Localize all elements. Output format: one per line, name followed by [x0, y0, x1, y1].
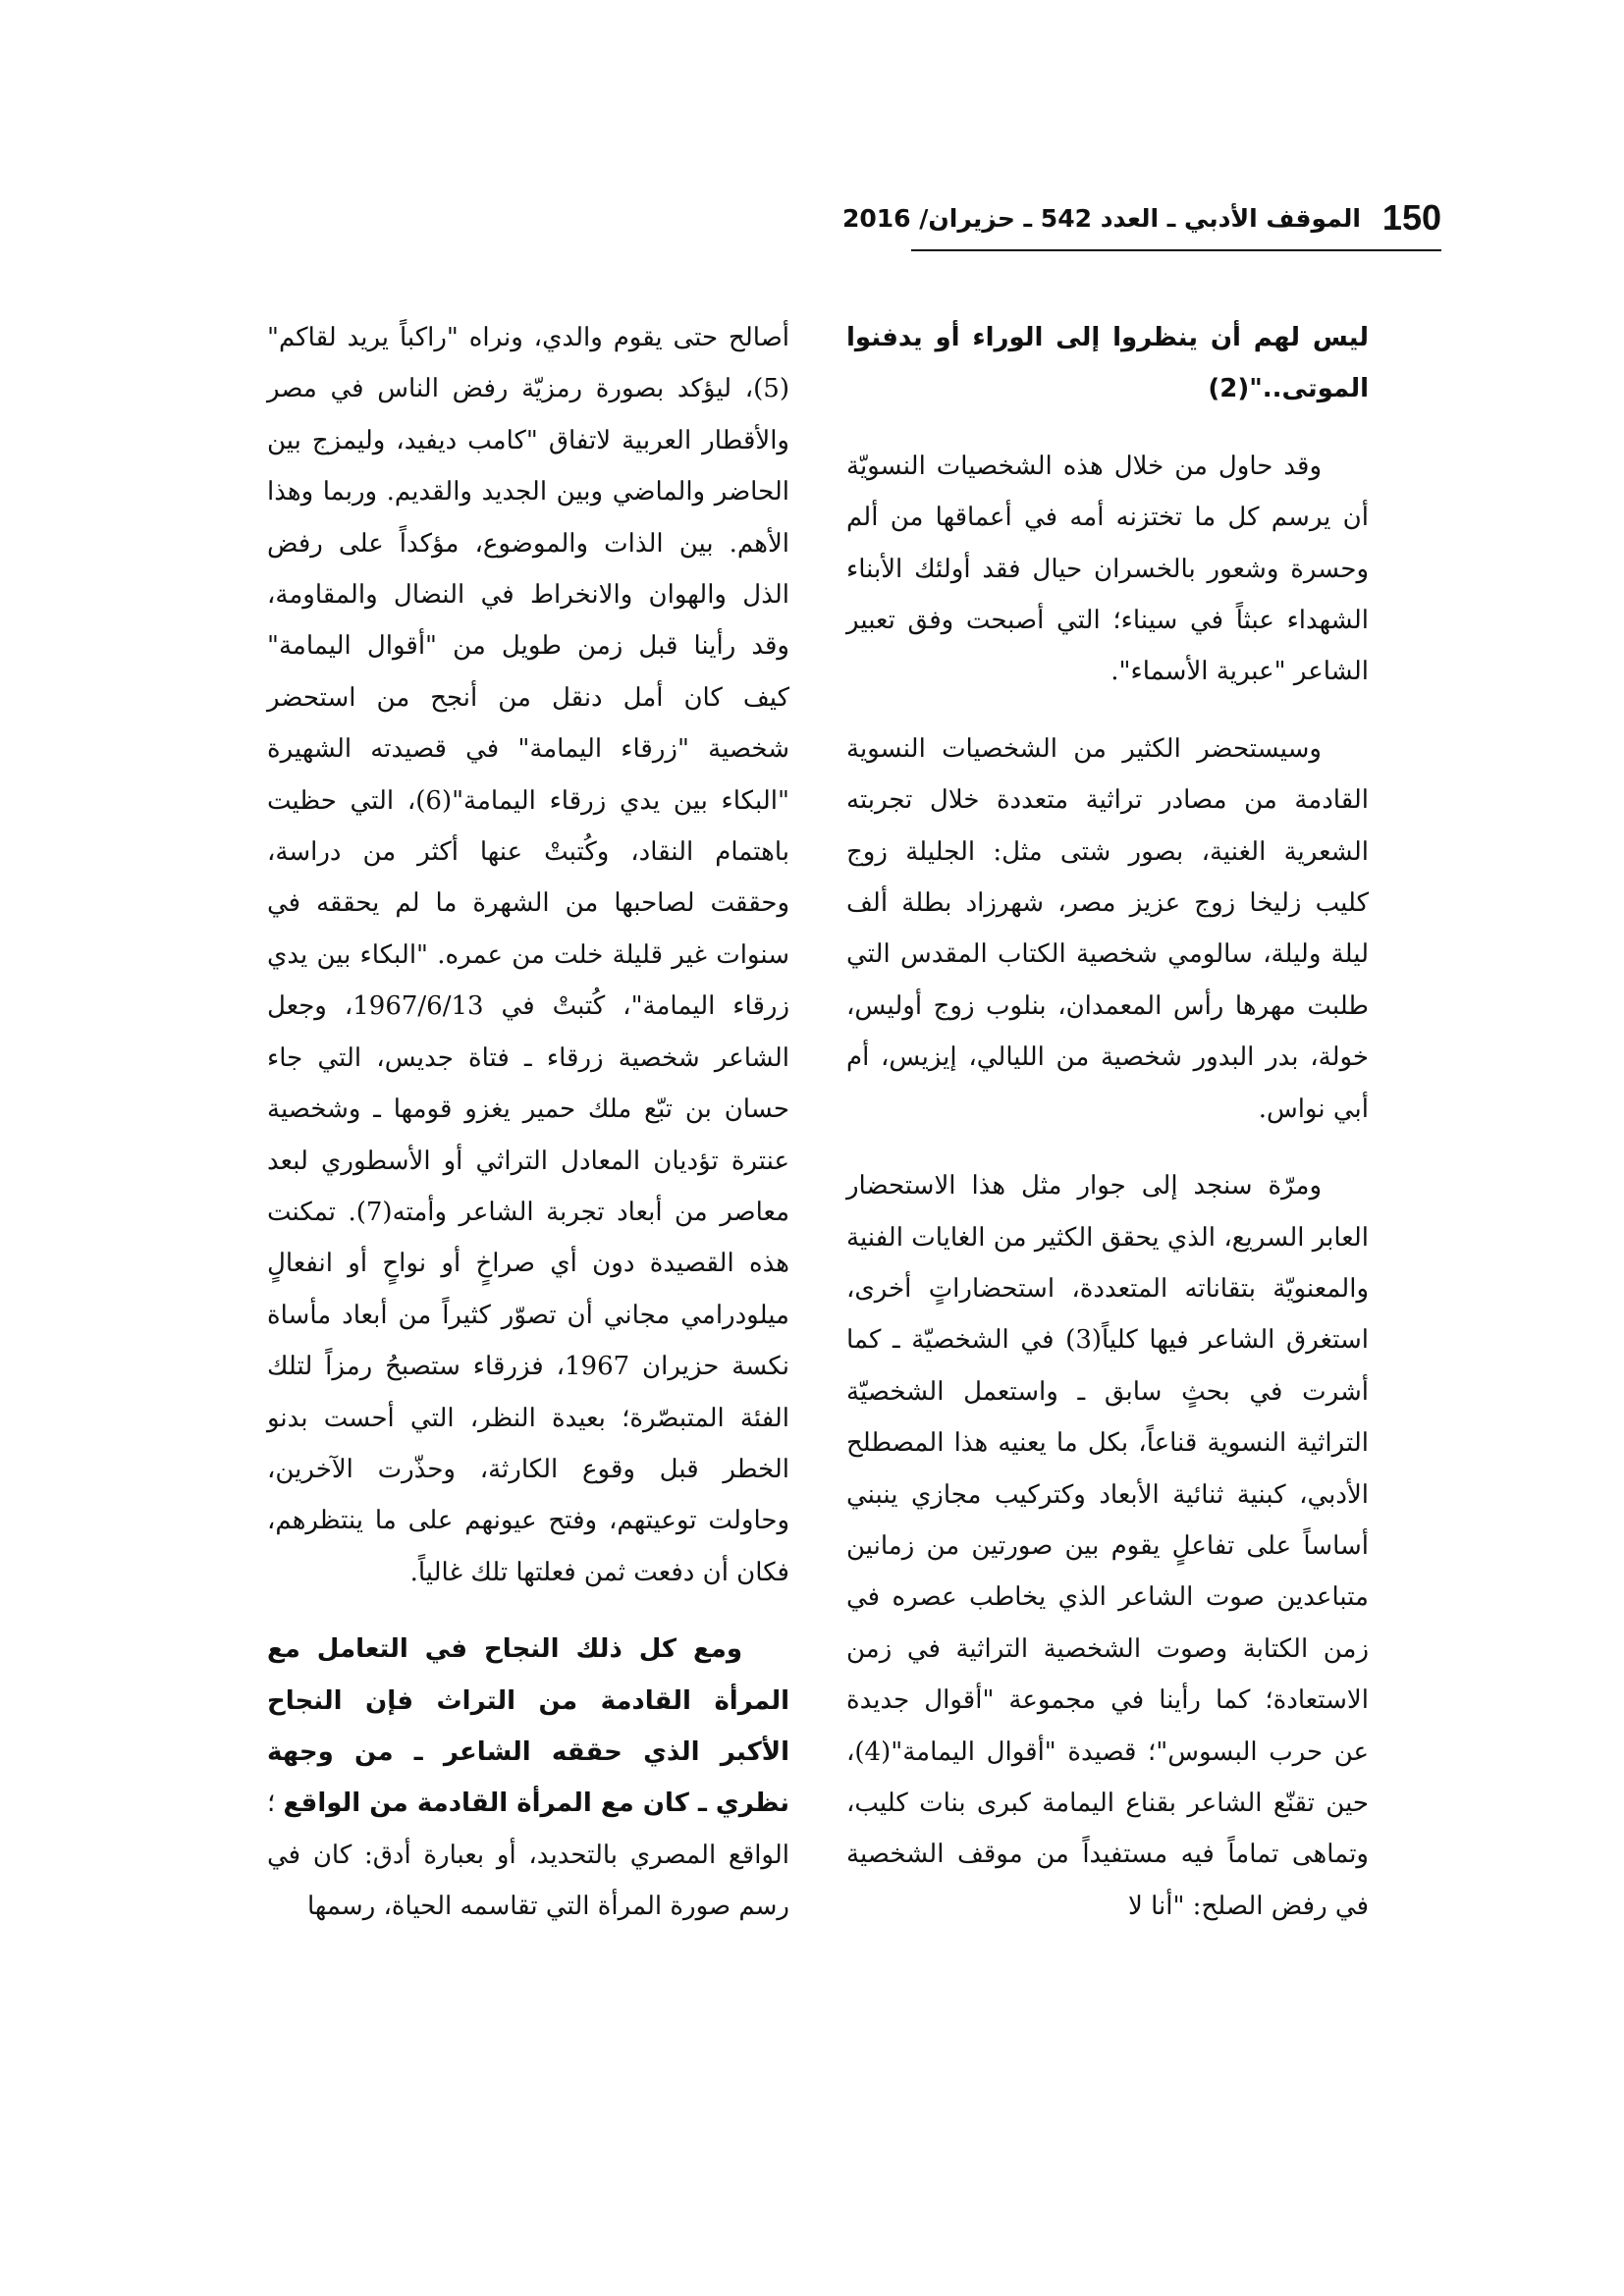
- left-column: [267, 312, 789, 1933]
- right-paragraph-4: ومرّة سنجد إلى جوار مثل هذا الاستحضار العابر السريع، الذي يحقق الكثير من الغايات الفنية والمعنويّة بتقاناته المتعددة، استحضاراتٍ أخرى، استغرق الشاعر فيها كلياً(3) في الشخصيّة ـ كما أشرت في بحثٍ سابق ـ واستعمل الشخصيّة التراثية النسوية قناعاً، بكل ما يعنيه هذا المصطلح الأدبي، كبنية ثنائية الأبعاد وكتركيب مجازي ينبني أساساً على تفاعلٍ يقوم بين صورتين من زمانين متباعدين صوت الشاعر الذي يخاطب عصره في زمن الكتابة وصوت الشخصية التراثية في زمن الاستعادة؛ كما رأينا في مجموعة "أقوال جديدة عن حرب البسوس"؛ قصيدة "أقوال اليمامة"(4)، حين تقنّع الشاعر بقناع اليمامة كبرى بنات كليب، وتماهى تماماً فيه مستفيداً من موقف الشخصية في رفض الصلح: "أنا لا: [846, 1171, 1369, 1921]
- journal-issue-line: الموقف الأدبي ـ العدد 542 ـ حزيران/ 2016: [842, 203, 1361, 233]
- left-paragraph-2: [267, 1624, 789, 1932]
- right-paragraph-3: وسيستحضر الكثير من الشخصيات النسوية القادمة من مصادر تراثية متعددة خلال تجربته الشعرية الغنية، بصور شتى مثل: الجليلة زوج كليب زليخا زوج عزيز مصر، شهرزاد بطلة ألف ليلة وليلة، سالومي شخصية الكتاب المقدس التي طلبت مهرها رأس المعمدان، بنلوب زوج أوليس، خولة، بدر البدور شخصية من الليالي، إيزيس، أم أبي نواس.: [846, 733, 1369, 1124]
- left-paragraph-2-bold-lead: ومع كل ذلك النجاح في التعامل مع المرأة القادمة من التراث فإن النجاح الأكبر الذي حققه الشاعر ـ من وجهة نظري ـ كان مع المرأة القادمة من الواقع: [267, 1634, 789, 1819]
- right-paragraph-1: ليس لهم أن ينظروا إلى الوراء أو يدفنوا الموتى.."(2): [846, 323, 1369, 404]
- header-rule: [911, 249, 1441, 251]
- left-paragraph-2-text: ؛ الواقع المصري بالتحديد، أو بعبارة أدق: كان في رسم صورة المرأة التي تقاسمه الحياة، رسمها: [267, 1789, 789, 1922]
- right-paragraph-2: وقد حاول من خلال هذه الشخصيات النسويّة أن يرسم كل ما تختزنه أمه في أعماقها من ألم وحسرة وشعور بالخسران حيال فقد أولئك الأبناء الشهداء عبثاً في سيناء؛ التي أصبحت وفق تعبير الشاعر "عبرية الأسماء".: [846, 451, 1369, 687]
- page-number: 150: [1381, 197, 1441, 238]
- right-column: [846, 312, 1369, 1932]
- page-header: [842, 192, 1441, 243]
- left-paragraph-1: أصالح حتى يقوم والدي، ونراه "راكباً يريد لقاكم"(5)، ليؤكد بصورة رمزيّة رفض الناس في مصر والأقطار العربية لاتفاق "كامب ديفيد، وليمزج بين الحاضر والماضي وبين الجديد والقديم. وربما وهذا الأهم. بين الذات والموضوع، مؤكداً على رفض الذل والهوان والانخراط في النضال والمقاومة، وقد رأينا قبل زمن طويل من "أقوال اليمامة" كيف كان أمل دنقل من أنجح من استحضر شخصية "زرقاء اليمامة" في قصيدته الشهيرة "البكاء بين يدي زرقاء اليمامة"(6)، التي حظيت باهتمام النقاد، وكُتبتْ عنها أكثر من دراسة، وحققت لصاحبها من الشهرة ما لم يحققه في سنوات غير قليلة خلت من عمره. "البكاء بين يدي زرقاء اليمامة"، كُتبتْ في 1967/6/13، وجعل الشاعر شخصية زرقاء ـ فتاة جديس، التي جاء حسان بن تبّع ملك حمير يغزو قومها ـ وشخصية عنترة تؤديان المعادل التراثي أو الأسطوري لبعد معاصر من أبعاد تجربة الشاعر وأمته(7). تمكنت هذه القصيدة دون أي صراخٍ أو نواحٍ أو انفعالٍ ميلودرامي مجاني أن تصوّر كثيراً من أبعاد مأساة نكسة حزيران 1967، فزرقاء ستصبحُ رمزاً لتلك الفئة المتبصّرة؛ بعيدة النظر، التي أحست بدنو الخطر قبل وقوع الكارثة، وحذّرت الآخرين، وحاولت توعيتهم، وفتح عيونهم على ما ينتظرهم، فكان أن دفعت ثمن فعلتها تلك غالياً.: [267, 323, 790, 1587]
